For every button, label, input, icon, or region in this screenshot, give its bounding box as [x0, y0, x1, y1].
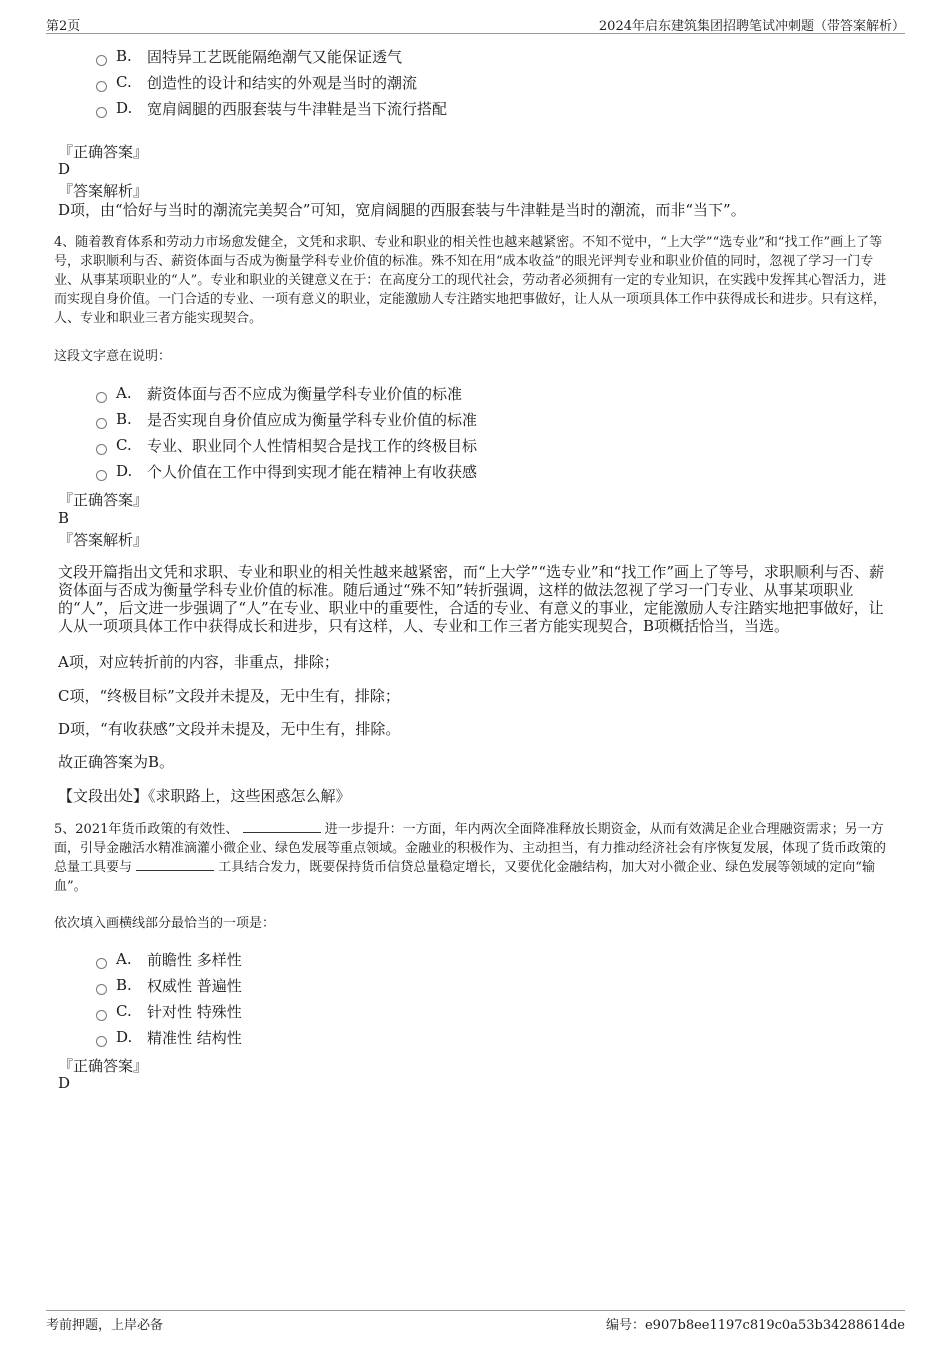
q4-answer: B	[58, 509, 70, 527]
radio-icon[interactable]	[96, 55, 107, 66]
q5-option-a[interactable]: A. 前瞻性 多样性	[96, 948, 242, 970]
q4-prompt: 这段文字意在说明：	[54, 349, 172, 364]
q5-option-b[interactable]: B. 权威性 普遍性	[96, 974, 242, 996]
radio-icon[interactable]	[96, 418, 107, 429]
footer-slogan: 考前押题，上岸必备	[46, 1318, 164, 1333]
q3-analysis-label: 『答案解析』	[58, 182, 149, 200]
radio-icon[interactable]	[96, 107, 107, 118]
radio-icon[interactable]	[96, 1010, 107, 1021]
q4-source: 【文段出处】《求职路上，这些困惑怎么解》	[58, 787, 351, 805]
q3-option-b[interactable]: B. 固特异工艺既能隔绝潮气又能保证透气	[96, 45, 402, 67]
q4-analysis-main: 文段开篇指出文凭和求职、专业和职业的相关性越来越紧密，而“上大学”“选专业”和“找工作”画上了等号，求职顺利与否、薪资体面与否成为衡量学科专业价值的标准。随后通过“殊不知”转折强调，这样的做法忽视了学习一门专业、从事某项职业的“人”，后文进一步强调了“人”在专业、职业中的重要性，合适的专业、有意义的事业，定能激励人专注踏实地把事做好，让人从一项项具体工作中获得成长和进步，只有这样，人、专业和工作三者方能实现契合，B项概括恰当，当选。	[58, 563, 885, 635]
q5-answer: D	[58, 1074, 71, 1092]
page-header	[0, 0, 950, 34]
q4-analysis-a: A项，对应转折前的内容，非重点，排除；	[58, 653, 339, 671]
page-number: 第2页	[46, 19, 81, 34]
q3-option-d[interactable]: D. 宽肩阔腿的西服套装与牛津鞋是当下流行搭配	[96, 97, 447, 119]
q5-option-c[interactable]: C. 针对性 特殊性	[96, 1000, 242, 1022]
radio-icon[interactable]	[96, 392, 107, 403]
q4-analysis-c: C项，“终极目标”文段并未提及，无中生有，排除；	[58, 687, 400, 705]
header-divider	[46, 33, 905, 34]
q4-option-a[interactable]: A. 薪资体面与否不应成为衡量学科专业价值的标准	[96, 382, 462, 404]
radio-icon[interactable]	[96, 444, 107, 455]
radio-icon[interactable]	[96, 958, 107, 969]
q4-analysis-d: D项，“有收获感”文段并未提及，无中生有，排除。	[58, 720, 401, 738]
q4-stem: 4、随着教育体系和劳动力市场愈发健全，文凭和求职、专业和职业的相关性也越来越紧密。不知不觉中，“上大学”“选专业”和“找工作”画上了等号，求职顺利与否、薪资体面与否成为衡量学科专业价值的标准。殊不知在用“成本收益”的眼光评判专业和职业价值的同时，忽视了学习一门专业、从事某项职业的“人”。专业和职业的关键意义在于：在高度分工的现代社会，劳动者必须拥有一定的专业知识，在实践中发挥其心智活力，进而实现自身价值。一门合适的专业、一项有意义的职业，定能激励人专注踏实地把事做好，让人从一项项具体工作中获得成长和进步。只有这样，人、专业和职业三者方能实现契合。	[54, 235, 887, 326]
q3-answer: D	[58, 160, 71, 178]
q5-answer-label: 『正确答案』	[58, 1057, 149, 1075]
q4-answer-label: 『正确答案』	[58, 491, 149, 509]
footer-serial: 编号：e907b8ee1197c819c0a53b34288614de	[605, 1318, 905, 1333]
q5-stem: 5、2021年货币政策的有效性、 进一步提升：一方面，年内两次全面降准释放长期资金，从而有效满足企业合理融资需求；另一方面，引导金融活水精准滴灌小微企业、绿色发展等重点领域。金融业的积极作为、主动担当，有力推动经济社会有序恢复发展，体现了货币政策的总量工具要与 工具结合发力，既要保持货币信贷总量稳定增长，又要优化金融结构，加大对小微企业、绿色发展等领域的定向“输血”。	[54, 822, 887, 894]
q5-option-d[interactable]: D. 精准性 结构性	[96, 1026, 242, 1048]
q4-analysis-label: 『答案解析』	[58, 531, 149, 549]
q3-analysis: D项，由“恰好与当时的潮流完美契合”可知，宽肩阔腿的西服套装与牛津鞋是当时的潮流，而非“当下”。	[58, 201, 746, 219]
radio-icon[interactable]	[96, 984, 107, 995]
q5-prompt: 依次填入画横线部分最恰当的一项是：	[54, 916, 276, 931]
q4-option-c[interactable]: C. 专业、职业同个人性情相契合是找工作的终极目标	[96, 434, 477, 456]
q3-option-c[interactable]: C. 创造性的设计和结实的外观是当时的潮流	[96, 71, 417, 93]
footer-divider	[46, 1310, 905, 1311]
radio-icon[interactable]	[96, 1036, 107, 1047]
q4-option-b[interactable]: B. 是否实现自身价值应成为衡量学科专业价值的标准	[96, 408, 477, 430]
q4-conclusion: 故正确答案为B。	[58, 753, 175, 771]
document-title: 2024年启东建筑集团招聘笔试冲刺题（带答案解析）	[598, 19, 905, 34]
q3-answer-label: 『正确答案』	[58, 143, 149, 161]
radio-icon[interactable]	[96, 81, 107, 92]
q4-option-d[interactable]: D. 个人价值在工作中得到实现才能在精神上有收获感	[96, 460, 477, 482]
blank-1[interactable]	[243, 820, 321, 833]
radio-icon[interactable]	[96, 470, 107, 481]
blank-2[interactable]	[136, 858, 214, 871]
